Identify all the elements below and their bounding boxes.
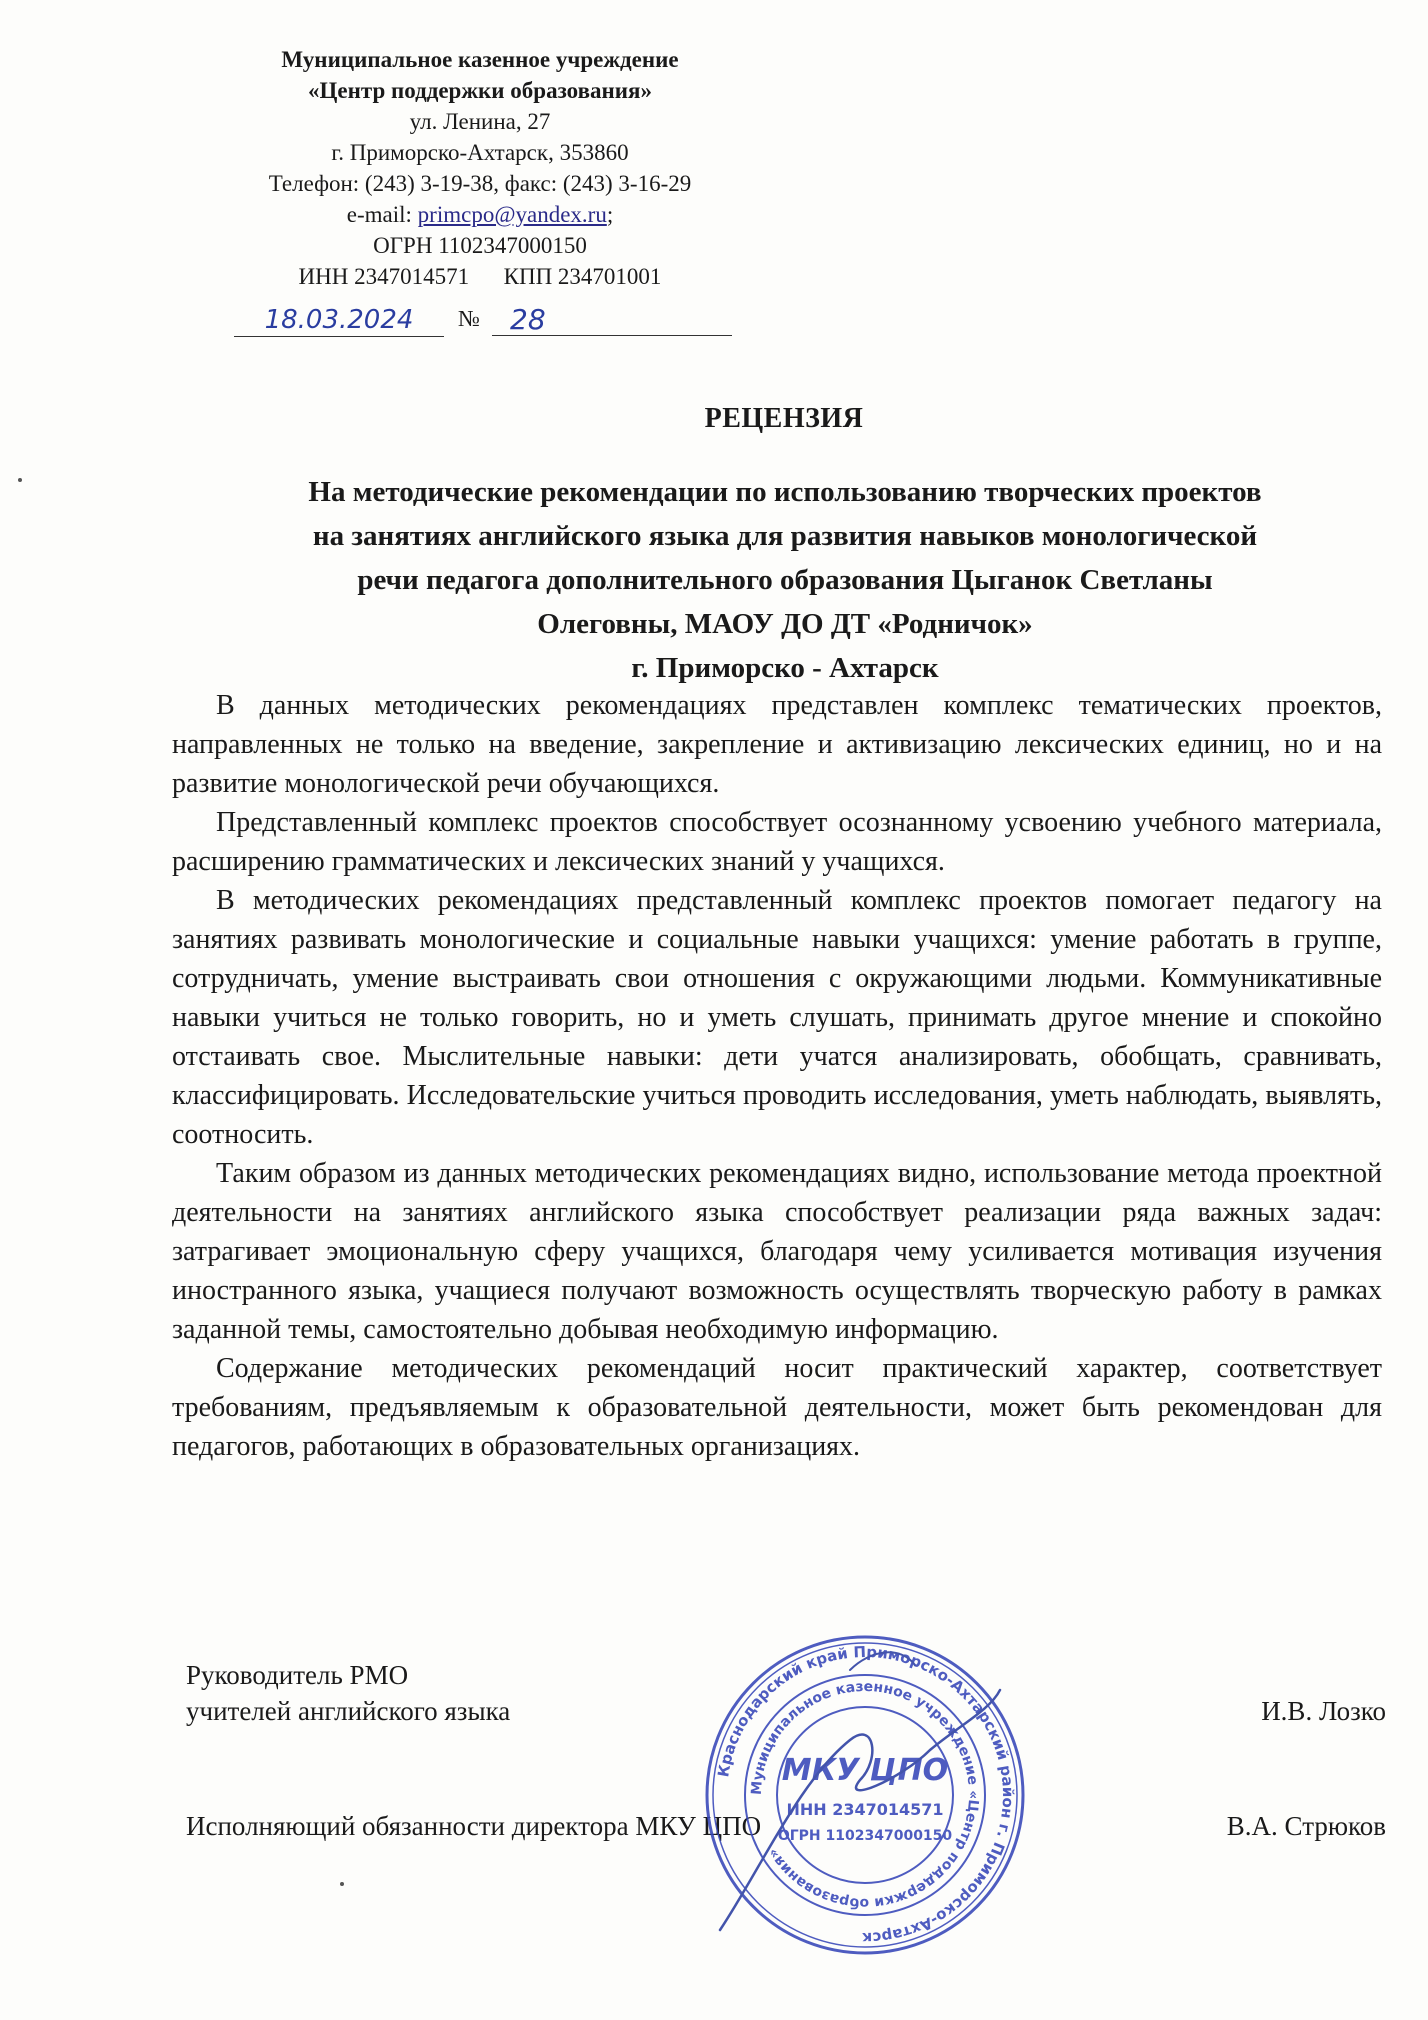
- inn-kpp: ИНН 2347014571 КПП 234701001: [298, 264, 662, 289]
- address-street: ул. Ленина, 27: [409, 109, 551, 134]
- email-line: [200, 199, 760, 230]
- rmo-signature-block: [186, 1657, 1386, 1729]
- subject-line: речи педагога дополнительного образования Цыганок Светланы: [357, 564, 1213, 596]
- email-link[interactable]: primcpo@yandex.ru: [417, 202, 607, 227]
- rmo-name: И.В. Лозко: [1261, 1696, 1386, 1726]
- review-subject: [190, 470, 1380, 690]
- letterhead: [200, 44, 760, 292]
- scan-speck: [340, 1882, 344, 1886]
- registration-line: [230, 300, 748, 340]
- stamp-center-text: МКУ ЦПО: [781, 1753, 949, 1788]
- stamp-inner-text: Муниципальное казенное учреждение «Центр поддержки образования»: [748, 1678, 982, 1912]
- body-paragraph: Содержание методических рекомендаций носит практический характер, соответствует требованиям, предъявляемым к образовательной деятельности, может быть рекомендован для педагогов, работающих в образовательных организациях.: [172, 1353, 1382, 1462]
- org-name-line2: «Центр поддержки образования»: [308, 78, 652, 103]
- subject-line: Олеговны, МАОУ ДО ДТ «Родничок»: [537, 608, 1033, 640]
- body-paragraph: Таким образом из данных методических рекомендациях видно, использование метода проектной деятельности на занятиях английского языка способствует реализации ряда важных задач: затрагивает эмоциональную сферу учащихся, благодаря чему усиливается мотивация изучения иностранного языка, учащиеся получают возможность осуществлять творческую работу в рамках заданной темы, самостоятельно добывая необходимую информацию.: [172, 1158, 1382, 1345]
- body-paragraph: Представленный комплекс проектов способствует осознанному усвоению учебного материала, расширению грамматических и лексических знаний у учащихся.: [172, 807, 1382, 877]
- email-suffix: ;: [606, 202, 614, 227]
- stamp-inn-text: ИНН 2347014571: [786, 1800, 944, 1819]
- subject-line: г. Приморско - Ахтарск: [631, 652, 939, 684]
- ogrn: ОГРН 1102347000150: [373, 233, 587, 258]
- registration-date: 18.03.2024: [234, 300, 444, 337]
- director-name: В.А. Стрюков: [1226, 1811, 1386, 1841]
- body-paragraph: В данных методических рекомендациях представлен комплекс тематических проектов, направленных не только на введение, закрепление и активизацию лексических единиц, но и на развитие монологической речи обучающихся.: [172, 690, 1382, 799]
- stamp-outer-text: Краснодарский край Приморско-Ахтарский район г. Приморско-Ахтарск: [714, 1642, 1018, 1948]
- number-sign: №: [458, 306, 480, 331]
- director-signature-block: [186, 1808, 1386, 1844]
- document-title: РЕЦЕНЗИЯ: [704, 403, 864, 434]
- body-paragraph: В методических рекомендациях представленный комплекс проектов помогает педагогу на занятиях развивать монологические и социальные навыки учащихся: умение работать в группе, сотрудничать, умение выстраивать свои отношения с окружающими людьми. Коммуникативные навыки учиться не только говорить, но и уметь слушать, принимать другое мнение и спокойно отстаивать свое. Мыслительные навыки: дети учатся анализировать, обобщать, сравнивать, классифицировать. Исследовательские учиться проводить исследования, уметь наблюдать, выявлять, соотносить.: [172, 885, 1382, 1150]
- phone-fax: Телефон: (243) 3-19-38, факс: (243) 3-16-29: [268, 171, 692, 196]
- subject-line: На методические рекомендации по использованию творческих проектов: [308, 476, 1262, 508]
- stamp-ogrn-text: ОГРН 1102347000150: [777, 1828, 953, 1844]
- email-label: e-mail:: [346, 202, 418, 227]
- scan-speck: [18, 478, 22, 482]
- org-name-line1: Муниципальное казенное учреждение: [281, 47, 679, 72]
- subject-line: на занятиях английского языка для развития навыков монологической: [312, 520, 1258, 552]
- address-city: г. Приморско-Ахтарск, 353860: [331, 140, 629, 165]
- rmo-title-line2: учителей английского языка: [186, 1696, 511, 1726]
- review-body: [172, 686, 1382, 1466]
- director-title: Исполняющий обязанности директора МКУ ЦПО: [186, 1811, 762, 1841]
- registration-number: 28: [492, 300, 732, 336]
- rmo-title-line1: Руководитель РМО: [186, 1660, 409, 1690]
